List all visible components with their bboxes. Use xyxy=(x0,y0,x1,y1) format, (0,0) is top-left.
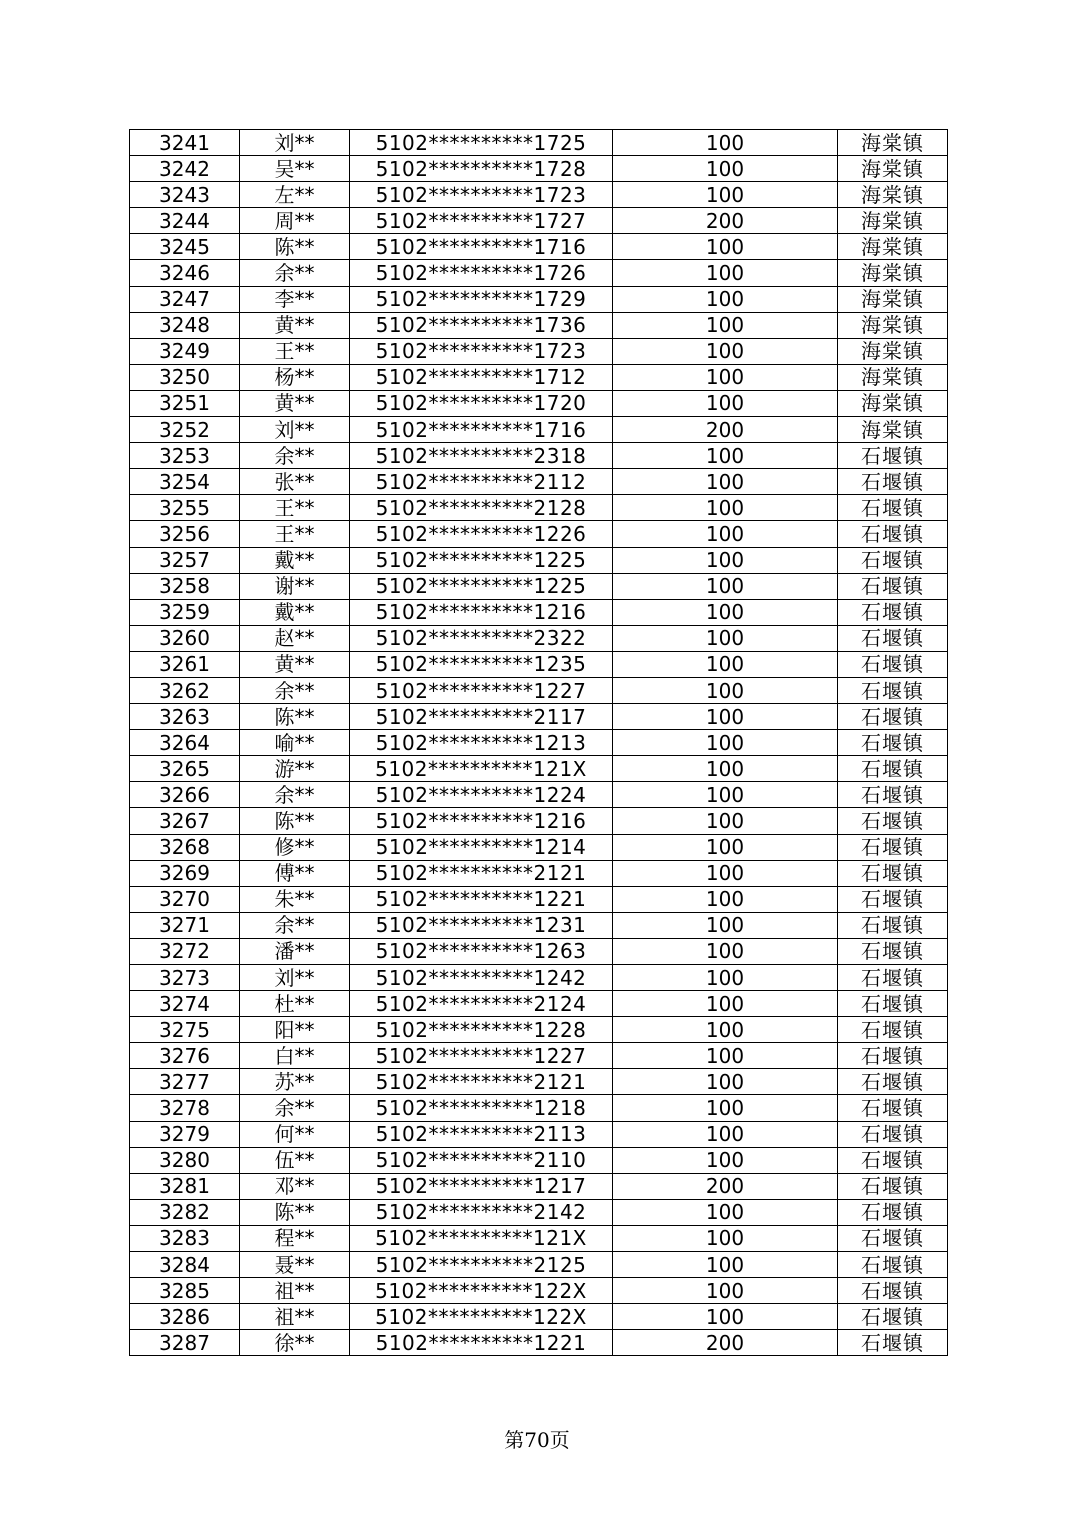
id-number-cell: 5102**********1216 xyxy=(350,808,613,834)
serial-number-cell: 3246 xyxy=(130,260,240,286)
amount-cell: 100 xyxy=(613,156,838,182)
name-cell: 黄** xyxy=(240,651,350,677)
id-number-cell: 5102**********1728 xyxy=(350,156,613,182)
name-cell: 杨** xyxy=(240,364,350,390)
town-cell: 石堰镇 xyxy=(838,1278,948,1304)
amount-cell: 100 xyxy=(613,860,838,886)
id-number-cell: 5102**********2322 xyxy=(350,625,613,651)
name-cell: 李** xyxy=(240,286,350,312)
serial-number-cell: 3242 xyxy=(130,156,240,182)
name-cell: 戴** xyxy=(240,547,350,573)
id-number-cell: 5102**********1720 xyxy=(350,390,613,416)
name-cell: 余** xyxy=(240,443,350,469)
name-cell: 黄** xyxy=(240,390,350,416)
table-row xyxy=(130,677,948,703)
table-row xyxy=(130,912,948,938)
serial-number-cell: 3250 xyxy=(130,364,240,390)
name-cell: 刘** xyxy=(240,130,350,156)
table-row xyxy=(130,834,948,860)
serial-number-cell: 3258 xyxy=(130,573,240,599)
id-number-cell: 5102**********1723 xyxy=(350,338,613,364)
town-cell: 海棠镇 xyxy=(838,208,948,234)
name-cell: 何** xyxy=(240,1121,350,1147)
table-row xyxy=(130,1199,948,1225)
table-row xyxy=(130,573,948,599)
serial-number-cell: 3249 xyxy=(130,338,240,364)
serial-number-cell: 3247 xyxy=(130,286,240,312)
serial-number-cell: 3275 xyxy=(130,1017,240,1043)
name-cell: 张** xyxy=(240,469,350,495)
name-cell: 余** xyxy=(240,782,350,808)
serial-number-cell: 3280 xyxy=(130,1147,240,1173)
name-cell: 余** xyxy=(240,912,350,938)
amount-cell: 100 xyxy=(613,260,838,286)
town-cell: 石堰镇 xyxy=(838,677,948,703)
town-cell: 石堰镇 xyxy=(838,1017,948,1043)
serial-number-cell: 3271 xyxy=(130,912,240,938)
amount-cell: 100 xyxy=(613,704,838,730)
town-cell: 海棠镇 xyxy=(838,312,948,338)
table-row xyxy=(130,1252,948,1278)
id-number-cell: 5102**********1263 xyxy=(350,938,613,964)
amount-cell: 100 xyxy=(613,625,838,651)
amount-cell: 100 xyxy=(613,521,838,547)
serial-number-cell: 3284 xyxy=(130,1252,240,1278)
town-cell: 石堰镇 xyxy=(838,495,948,521)
name-cell: 杜** xyxy=(240,991,350,1017)
town-cell: 石堰镇 xyxy=(838,1121,948,1147)
amount-cell: 200 xyxy=(613,1173,838,1199)
id-number-cell: 5102**********1225 xyxy=(350,547,613,573)
amount-cell: 100 xyxy=(613,443,838,469)
id-number-cell: 5102**********1242 xyxy=(350,965,613,991)
table-row xyxy=(130,599,948,625)
id-number-cell: 5102**********2318 xyxy=(350,443,613,469)
table-row xyxy=(130,547,948,573)
serial-number-cell: 3256 xyxy=(130,521,240,547)
name-cell: 傅** xyxy=(240,860,350,886)
table-row xyxy=(130,182,948,208)
amount-cell: 100 xyxy=(613,364,838,390)
amount-cell: 100 xyxy=(613,938,838,964)
name-cell: 喻** xyxy=(240,730,350,756)
amount-cell: 100 xyxy=(613,1278,838,1304)
town-cell: 石堰镇 xyxy=(838,1225,948,1251)
table-row xyxy=(130,260,948,286)
name-cell: 周** xyxy=(240,208,350,234)
serial-number-cell: 3264 xyxy=(130,730,240,756)
amount-cell: 100 xyxy=(613,991,838,1017)
town-cell: 石堰镇 xyxy=(838,625,948,651)
serial-number-cell: 3268 xyxy=(130,834,240,860)
table-row xyxy=(130,338,948,364)
amount-cell: 100 xyxy=(613,730,838,756)
serial-number-cell: 3287 xyxy=(130,1330,240,1356)
town-cell: 石堰镇 xyxy=(838,991,948,1017)
id-number-cell: 5102**********2125 xyxy=(350,1252,613,1278)
id-number-cell: 5102**********1736 xyxy=(350,312,613,338)
serial-number-cell: 3248 xyxy=(130,312,240,338)
amount-cell: 100 xyxy=(613,651,838,677)
id-number-cell: 5102**********121X xyxy=(350,1225,613,1251)
amount-cell: 100 xyxy=(613,573,838,599)
serial-number-cell: 3266 xyxy=(130,782,240,808)
serial-number-cell: 3261 xyxy=(130,651,240,677)
name-cell: 余** xyxy=(240,1095,350,1121)
town-cell: 石堰镇 xyxy=(838,547,948,573)
id-number-cell: 5102**********2112 xyxy=(350,469,613,495)
amount-cell: 100 xyxy=(613,886,838,912)
town-cell: 海棠镇 xyxy=(838,338,948,364)
town-cell: 海棠镇 xyxy=(838,417,948,443)
amount-cell: 100 xyxy=(613,130,838,156)
serial-number-cell: 3253 xyxy=(130,443,240,469)
id-number-cell: 5102**********2124 xyxy=(350,991,613,1017)
serial-number-cell: 3245 xyxy=(130,234,240,260)
amount-cell: 100 xyxy=(613,1225,838,1251)
town-cell: 海棠镇 xyxy=(838,156,948,182)
name-cell: 徐** xyxy=(240,1330,350,1356)
serial-number-cell: 3252 xyxy=(130,417,240,443)
name-cell: 祖** xyxy=(240,1278,350,1304)
name-cell: 陈** xyxy=(240,808,350,834)
table-row xyxy=(130,156,948,182)
table-row xyxy=(130,651,948,677)
amount-cell: 200 xyxy=(613,1330,838,1356)
table-row xyxy=(130,443,948,469)
town-cell: 石堰镇 xyxy=(838,1252,948,1278)
amount-cell: 100 xyxy=(613,808,838,834)
table-row xyxy=(130,130,948,156)
id-number-cell: 5102**********2142 xyxy=(350,1199,613,1225)
table-row xyxy=(130,1173,948,1199)
table-row xyxy=(130,704,948,730)
table-row xyxy=(130,495,948,521)
amount-cell: 100 xyxy=(613,912,838,938)
serial-number-cell: 3279 xyxy=(130,1121,240,1147)
serial-number-cell: 3281 xyxy=(130,1173,240,1199)
id-number-cell: 5102**********1712 xyxy=(350,364,613,390)
town-cell: 石堰镇 xyxy=(838,912,948,938)
amount-cell: 100 xyxy=(613,1147,838,1173)
serial-number-cell: 3267 xyxy=(130,808,240,834)
town-cell: 石堰镇 xyxy=(838,730,948,756)
table-row xyxy=(130,208,948,234)
town-cell: 石堰镇 xyxy=(838,1147,948,1173)
town-cell: 石堰镇 xyxy=(838,1043,948,1069)
name-cell: 刘** xyxy=(240,965,350,991)
table-row xyxy=(130,965,948,991)
name-cell: 伍** xyxy=(240,1147,350,1173)
amount-cell: 100 xyxy=(613,1017,838,1043)
serial-number-cell: 3269 xyxy=(130,860,240,886)
id-number-cell: 5102**********122X xyxy=(350,1278,613,1304)
serial-number-cell: 3243 xyxy=(130,182,240,208)
table-row xyxy=(130,625,948,651)
amount-cell: 200 xyxy=(613,208,838,234)
serial-number-cell: 3259 xyxy=(130,599,240,625)
serial-number-cell: 3282 xyxy=(130,1199,240,1225)
table-row xyxy=(130,1278,948,1304)
roster-table-body xyxy=(130,130,948,1356)
town-cell: 石堰镇 xyxy=(838,756,948,782)
town-cell: 海棠镇 xyxy=(838,182,948,208)
table-row xyxy=(130,286,948,312)
serial-number-cell: 3286 xyxy=(130,1304,240,1330)
name-cell: 潘** xyxy=(240,938,350,964)
town-cell: 石堰镇 xyxy=(838,573,948,599)
name-cell: 游** xyxy=(240,756,350,782)
serial-number-cell: 3257 xyxy=(130,547,240,573)
id-number-cell: 5102**********1225 xyxy=(350,573,613,599)
town-cell: 石堰镇 xyxy=(838,886,948,912)
amount-cell: 100 xyxy=(613,834,838,860)
id-number-cell: 5102**********1217 xyxy=(350,1173,613,1199)
serial-number-cell: 3260 xyxy=(130,625,240,651)
id-number-cell: 5102**********2117 xyxy=(350,704,613,730)
table-row xyxy=(130,1017,948,1043)
serial-number-cell: 3270 xyxy=(130,886,240,912)
id-number-cell: 5102**********2121 xyxy=(350,1069,613,1095)
serial-number-cell: 3285 xyxy=(130,1278,240,1304)
id-number-cell: 5102**********1214 xyxy=(350,834,613,860)
id-number-cell: 5102**********2121 xyxy=(350,860,613,886)
town-cell: 海棠镇 xyxy=(838,364,948,390)
name-cell: 戴** xyxy=(240,599,350,625)
amount-cell: 100 xyxy=(613,1121,838,1147)
name-cell: 吴** xyxy=(240,156,350,182)
amount-cell: 100 xyxy=(613,182,838,208)
table-row xyxy=(130,1043,948,1069)
id-number-cell: 5102**********1231 xyxy=(350,912,613,938)
town-cell: 石堰镇 xyxy=(838,860,948,886)
amount-cell: 100 xyxy=(613,782,838,808)
name-cell: 余** xyxy=(240,677,350,703)
table-row xyxy=(130,991,948,1017)
name-cell: 聂** xyxy=(240,1252,350,1278)
town-cell: 石堰镇 xyxy=(838,1173,948,1199)
id-number-cell: 5102**********122X xyxy=(350,1304,613,1330)
id-number-cell: 5102**********1226 xyxy=(350,521,613,547)
id-number-cell: 5102**********1235 xyxy=(350,651,613,677)
town-cell: 石堰镇 xyxy=(838,782,948,808)
name-cell: 邓** xyxy=(240,1173,350,1199)
table-row xyxy=(130,1095,948,1121)
town-cell: 石堰镇 xyxy=(838,1304,948,1330)
town-cell: 石堰镇 xyxy=(838,651,948,677)
name-cell: 余** xyxy=(240,260,350,286)
amount-cell: 200 xyxy=(613,417,838,443)
amount-cell: 100 xyxy=(613,495,838,521)
serial-number-cell: 3244 xyxy=(130,208,240,234)
town-cell: 石堰镇 xyxy=(838,704,948,730)
amount-cell: 100 xyxy=(613,338,838,364)
town-cell: 石堰镇 xyxy=(838,938,948,964)
table-row xyxy=(130,1330,948,1356)
name-cell: 苏** xyxy=(240,1069,350,1095)
id-number-cell: 5102**********1216 xyxy=(350,599,613,625)
id-number-cell: 5102**********1729 xyxy=(350,286,613,312)
amount-cell: 100 xyxy=(613,1199,838,1225)
id-number-cell: 5102**********1726 xyxy=(350,260,613,286)
table-row xyxy=(130,390,948,416)
name-cell: 左** xyxy=(240,182,350,208)
town-cell: 海棠镇 xyxy=(838,234,948,260)
town-cell: 石堰镇 xyxy=(838,469,948,495)
town-cell: 海棠镇 xyxy=(838,130,948,156)
table-row xyxy=(130,860,948,886)
table-row xyxy=(130,469,948,495)
serial-number-cell: 3283 xyxy=(130,1225,240,1251)
serial-number-cell: 3278 xyxy=(130,1095,240,1121)
amount-cell: 100 xyxy=(613,1095,838,1121)
table-row xyxy=(130,1147,948,1173)
table-row xyxy=(130,417,948,443)
name-cell: 王** xyxy=(240,338,350,364)
town-cell: 石堰镇 xyxy=(838,1095,948,1121)
table-row xyxy=(130,808,948,834)
table-row xyxy=(130,1304,948,1330)
town-cell: 海棠镇 xyxy=(838,260,948,286)
amount-cell: 100 xyxy=(613,965,838,991)
id-number-cell: 5102**********2113 xyxy=(350,1121,613,1147)
name-cell: 王** xyxy=(240,495,350,521)
amount-cell: 100 xyxy=(613,677,838,703)
id-number-cell: 5102**********1227 xyxy=(350,677,613,703)
id-number-cell: 5102**********121X xyxy=(350,756,613,782)
table-row xyxy=(130,1225,948,1251)
name-cell: 程** xyxy=(240,1225,350,1251)
table-row xyxy=(130,312,948,338)
town-cell: 石堰镇 xyxy=(838,1069,948,1095)
amount-cell: 100 xyxy=(613,1043,838,1069)
id-number-cell: 5102**********1727 xyxy=(350,208,613,234)
table-row xyxy=(130,782,948,808)
town-cell: 海棠镇 xyxy=(838,286,948,312)
amount-cell: 100 xyxy=(613,599,838,625)
amount-cell: 100 xyxy=(613,286,838,312)
id-number-cell: 5102**********2110 xyxy=(350,1147,613,1173)
name-cell: 陈** xyxy=(240,1199,350,1225)
name-cell: 刘** xyxy=(240,417,350,443)
table-row xyxy=(130,234,948,260)
amount-cell: 100 xyxy=(613,1304,838,1330)
serial-number-cell: 3263 xyxy=(130,704,240,730)
amount-cell: 100 xyxy=(613,469,838,495)
name-cell: 白** xyxy=(240,1043,350,1069)
serial-number-cell: 3276 xyxy=(130,1043,240,1069)
name-cell: 王** xyxy=(240,521,350,547)
name-cell: 修** xyxy=(240,834,350,860)
name-cell: 阳** xyxy=(240,1017,350,1043)
name-cell: 陈** xyxy=(240,704,350,730)
serial-number-cell: 3262 xyxy=(130,677,240,703)
amount-cell: 100 xyxy=(613,1069,838,1095)
amount-cell: 100 xyxy=(613,234,838,260)
serial-number-cell: 3265 xyxy=(130,756,240,782)
page-number: 第70页 xyxy=(504,1428,570,1452)
name-cell: 谢** xyxy=(240,573,350,599)
id-number-cell: 5102**********1221 xyxy=(350,1330,613,1356)
id-number-cell: 5102**********1227 xyxy=(350,1043,613,1069)
serial-number-cell: 3274 xyxy=(130,991,240,1017)
id-number-cell: 5102**********1221 xyxy=(350,886,613,912)
id-number-cell: 5102**********1218 xyxy=(350,1095,613,1121)
amount-cell: 100 xyxy=(613,756,838,782)
name-cell: 朱** xyxy=(240,886,350,912)
subsidy-roster-table xyxy=(129,129,948,1356)
town-cell: 石堰镇 xyxy=(838,965,948,991)
id-number-cell: 5102**********1716 xyxy=(350,417,613,443)
town-cell: 石堰镇 xyxy=(838,1199,948,1225)
table-row xyxy=(130,521,948,547)
name-cell: 黄** xyxy=(240,312,350,338)
serial-number-cell: 3277 xyxy=(130,1069,240,1095)
serial-number-cell: 3272 xyxy=(130,938,240,964)
table-row xyxy=(130,730,948,756)
id-number-cell: 5102**********1213 xyxy=(350,730,613,756)
id-number-cell: 5102**********1224 xyxy=(350,782,613,808)
town-cell: 石堰镇 xyxy=(838,599,948,625)
id-number-cell: 5102**********1725 xyxy=(350,130,613,156)
serial-number-cell: 3251 xyxy=(130,390,240,416)
id-number-cell: 5102**********2128 xyxy=(350,495,613,521)
town-cell: 石堰镇 xyxy=(838,521,948,547)
table-row xyxy=(130,1121,948,1147)
table-row xyxy=(130,364,948,390)
town-cell: 石堰镇 xyxy=(838,834,948,860)
table-row xyxy=(130,756,948,782)
name-cell: 祖** xyxy=(240,1304,350,1330)
name-cell: 赵** xyxy=(240,625,350,651)
town-cell: 石堰镇 xyxy=(838,1330,948,1356)
id-number-cell: 5102**********1723 xyxy=(350,182,613,208)
serial-number-cell: 3273 xyxy=(130,965,240,991)
serial-number-cell: 3255 xyxy=(130,495,240,521)
id-number-cell: 5102**********1228 xyxy=(350,1017,613,1043)
table-row xyxy=(130,938,948,964)
table-row xyxy=(130,886,948,912)
id-number-cell: 5102**********1716 xyxy=(350,234,613,260)
amount-cell: 100 xyxy=(613,312,838,338)
table-row xyxy=(130,1069,948,1095)
name-cell: 陈** xyxy=(240,234,350,260)
serial-number-cell: 3254 xyxy=(130,469,240,495)
amount-cell: 100 xyxy=(613,390,838,416)
amount-cell: 100 xyxy=(613,1252,838,1278)
serial-number-cell: 3241 xyxy=(130,130,240,156)
town-cell: 石堰镇 xyxy=(838,443,948,469)
town-cell: 石堰镇 xyxy=(838,808,948,834)
town-cell: 海棠镇 xyxy=(838,390,948,416)
amount-cell: 100 xyxy=(613,547,838,573)
